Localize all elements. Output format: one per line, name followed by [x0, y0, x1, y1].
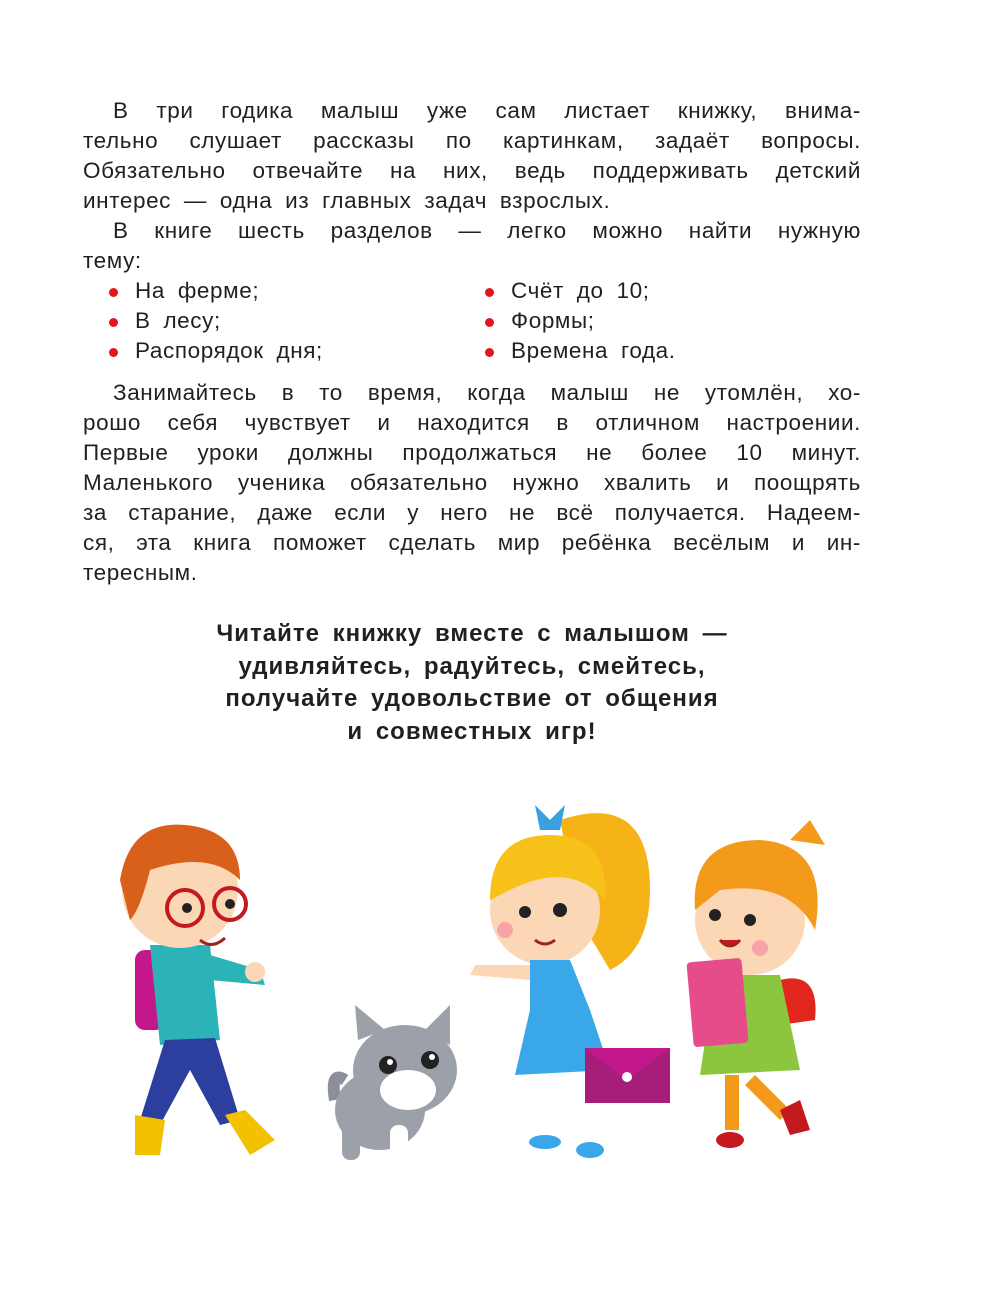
sections-column-right: [485, 276, 861, 366]
motto-line: Читайте книжку вместе с малышом —: [216, 620, 728, 647]
bullet-icon: [485, 288, 494, 297]
redhead-girl-illustration: [686, 820, 825, 1148]
boy-illustration: [120, 825, 275, 1155]
motto-line: получайте удовольствие от общения: [225, 685, 719, 712]
bullet-icon: [485, 348, 494, 357]
paragraph-line: В книге шесть разделов — легко можно найти нужную: [113, 218, 861, 243]
motto-line: удивляйтесь, радуйтесь, смейтесь,: [238, 652, 706, 680]
paragraph-line: ся, эта книга поможет сделать мир ребёнка весёлым и ин-: [83, 530, 861, 555]
paragraph-line: интерес — одна из главных задач взрослых.: [83, 188, 611, 213]
bullet-icon: [109, 288, 118, 297]
list-item-label: В лесу;: [135, 308, 221, 333]
bullet-icon: [109, 318, 118, 327]
paragraph-line: тему:: [83, 248, 142, 273]
body-text: [83, 96, 861, 588]
paragraph-line: Занимайтесь в то время, когда малыш не утомлён, хо-: [113, 380, 861, 405]
list-item-label: Распорядок дня;: [135, 338, 323, 363]
paragraph-line: за старание, даже если у него не всё получается. Надеем-: [83, 500, 861, 525]
paragraph-line: Первые уроки должны продолжаться не более 10 минут.: [83, 440, 861, 465]
list-item: [485, 336, 861, 366]
list-item-label: Счёт до 10;: [511, 278, 650, 303]
bullet-icon: [109, 348, 118, 357]
list-item: [485, 306, 861, 336]
list-item: [109, 306, 485, 336]
list-item-label: На ферме;: [135, 278, 260, 303]
kitten-illustration: [334, 1005, 457, 1163]
paragraph-line: рошо себя чувствует и находится в отличном настроении.: [83, 410, 861, 435]
motto-line: и совместных игр!: [347, 717, 597, 745]
paragraph-line: тельно слушает рассказы по картинкам, задаёт вопросы.: [83, 128, 861, 153]
paragraph-line: Маленького ученика обязательно нужно хвалить и поощрять: [83, 470, 861, 495]
paragraph-line: Обязательно отвечайте на них, ведь поддерживать детский: [83, 158, 861, 183]
paragraph-line: В три годика малыш уже сам листает книжку, внима-: [113, 98, 861, 123]
sections-list: [83, 276, 861, 366]
paragraph-line: тересным.: [83, 560, 198, 585]
list-item: [485, 276, 861, 306]
motto-heading: [83, 618, 861, 748]
sections-column-left: [83, 276, 485, 366]
list-item-label: Времена года.: [511, 338, 676, 363]
list-item-label: Формы;: [511, 308, 595, 333]
children-illustration: [90, 780, 850, 1180]
list-item: [109, 276, 485, 306]
bullet-icon: [485, 318, 494, 327]
blonde-girl-illustration: [470, 805, 670, 1158]
list-item: [109, 336, 485, 366]
